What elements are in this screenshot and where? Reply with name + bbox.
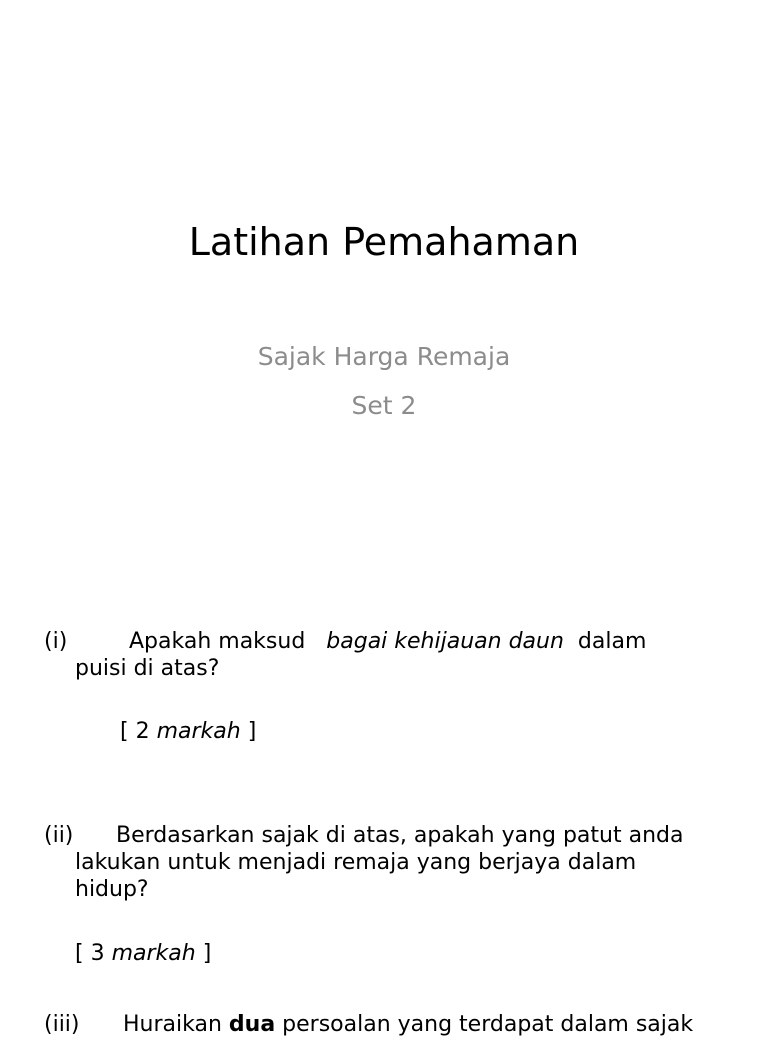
question-2-line-2: lakukan untuk menjadi remaja yang berjaya dalam [75, 850, 637, 875]
question-2-line-1-text: Berdasarkan sajak di atas, apakah yang patut anda [116, 823, 684, 848]
question-3-bold-word: dua [228, 1012, 276, 1037]
question-3-line-1 [44, 1011, 724, 1038]
question-3 [44, 1011, 724, 1038]
question-3-text-before: Huraikan [123, 1012, 222, 1037]
question-1-marks [120, 718, 256, 745]
marks-2-close: ] [202, 941, 212, 966]
question-2-marks [75, 940, 211, 967]
question-2 [44, 822, 724, 903]
question-2-line-1 [44, 822, 724, 849]
question-3-number: (iii) [44, 1012, 80, 1037]
marks-2-word: markah [111, 941, 196, 966]
question-1-italic-phrase: bagai kehijauan daun [326, 629, 564, 654]
question-1-text-before: Apakah maksud [129, 629, 306, 654]
question-1-line-1 [44, 628, 724, 655]
subtitle-line-1: Sajak Harga Remaja [257, 342, 511, 371]
slide-subtitle [0, 332, 768, 430]
subtitle-line-2: Set 2 [351, 391, 417, 420]
marks-1-close: ] [247, 719, 257, 744]
question-1-number: (i) [44, 629, 68, 654]
marks-1-word: markah [156, 719, 241, 744]
question-1-text-after: dalam [577, 629, 647, 654]
question-2-line-3: hidup? [75, 877, 149, 902]
slide-title: Latihan Pemahaman [188, 220, 580, 264]
marks-1-open: [ 2 [120, 719, 150, 744]
question-1 [44, 628, 724, 682]
marks-2-open: [ 3 [75, 941, 105, 966]
questions-slide [0, 576, 768, 1037]
question-2-number: (ii) [44, 823, 74, 848]
question-1-line-2: puisi di atas? [75, 656, 220, 681]
question-3-text-after: persoalan yang terdapat dalam sajak [282, 1012, 694, 1037]
